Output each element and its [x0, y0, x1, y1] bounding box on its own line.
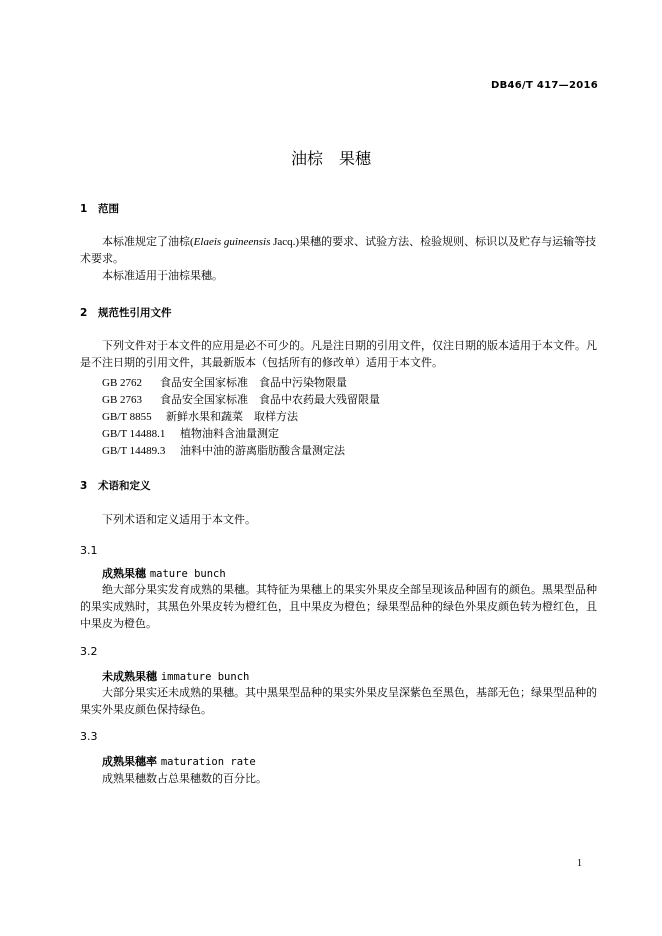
terms-intro: 下列术语和定义适用于本文件。 — [102, 514, 256, 526]
term-english: immature bunch — [160, 671, 250, 683]
term-heading — [102, 565, 226, 581]
latin-name: Elaeis guineensis — [193, 236, 271, 248]
term-heading — [102, 753, 256, 769]
term-chinese: 成熟果穗率 — [102, 755, 157, 768]
term-number: 3.2 — [80, 645, 98, 658]
reference-name: 新鲜水果和蔬菜 取样方法 — [166, 411, 298, 423]
section-number: 2 — [80, 307, 88, 319]
reference-name: 植物油料含油量测定 — [180, 428, 279, 440]
scope-paragraph-1: 本标准规定了油棕(Elaeis guineensis Jacq.)果穗的要求、试验方法、检验规则、标识以及贮存与运输等技术要求。 — [80, 236, 597, 265]
term-chinese: 未成熟果穗 — [102, 670, 157, 683]
term-definition: 大部分果实还未成熟的果穗。其中黑果型品种的果实外果皮呈深紫色至黑色，基部无色；绿果型品种的果实外果皮颜色保持绿色。 — [80, 687, 597, 716]
document-title: 油棕 果穗 — [290, 149, 371, 168]
term-definition: 成熟果穗数占总果穗数的百分比。 — [102, 773, 267, 785]
page-number: 1 — [577, 858, 582, 869]
reference-item — [102, 391, 380, 407]
reference-item — [102, 374, 347, 390]
term-english: mature bunch — [149, 568, 226, 580]
term-definition: 绝大部分果实发育成熟的果穗。其特征为果穗上的果实外果皮全部呈现该品种固有的颜色。黑果型品种的果实成熟时，其黑色外果皮转为橙红色，且中果皮为橙色；绿果型品种的绿色外果皮颜色转为橙红色，且中果皮为橙色。 — [80, 584, 597, 630]
standard-number: DB46/T 417—2016 — [491, 80, 598, 91]
reference-code: GB/T 8855 — [102, 411, 152, 423]
term-heading — [102, 668, 249, 684]
term-chinese: 成熟果穗 — [102, 567, 146, 580]
term-english: maturation rate — [160, 756, 256, 768]
section-title: 范围 — [98, 203, 119, 215]
term-number: 3.1 — [80, 544, 98, 557]
section-1-heading — [80, 201, 119, 216]
reference-code: GB/T 14489.3 — [102, 445, 166, 457]
reference-code: GB 2763 — [102, 394, 143, 406]
section-number: 3 — [80, 480, 88, 492]
reference-code: GB/T 14488.1 — [102, 428, 166, 440]
section-3-heading — [80, 478, 151, 493]
reference-item — [102, 425, 279, 441]
section-title: 术语和定义 — [98, 480, 151, 492]
term-number: 3.3 — [80, 730, 98, 743]
scope-paragraph-2: 本标准适用于油棕果穗。 — [102, 270, 223, 282]
reference-item — [102, 408, 298, 424]
references-intro: 下列文件对于本文件的应用是必不可少的。凡是注日期的引用文件，仅注日期的版本适用于本文件。凡是不注日期的引用文件，其最新版本（包括所有的修改单）适用于本文件。 — [80, 340, 597, 369]
reference-name: 食品安全国家标准 食品中农药最大残留限量 — [160, 394, 380, 406]
section-2-heading — [80, 305, 172, 320]
section-number: 1 — [80, 203, 88, 215]
reference-name: 油料中油的游离脂肪酸含量测定法 — [180, 445, 345, 457]
section-title: 规范性引用文件 — [98, 307, 172, 319]
reference-item — [102, 442, 345, 458]
reference-name: 食品安全国家标准 食品中污染物限量 — [160, 377, 347, 389]
reference-code: GB 2762 — [102, 377, 143, 389]
